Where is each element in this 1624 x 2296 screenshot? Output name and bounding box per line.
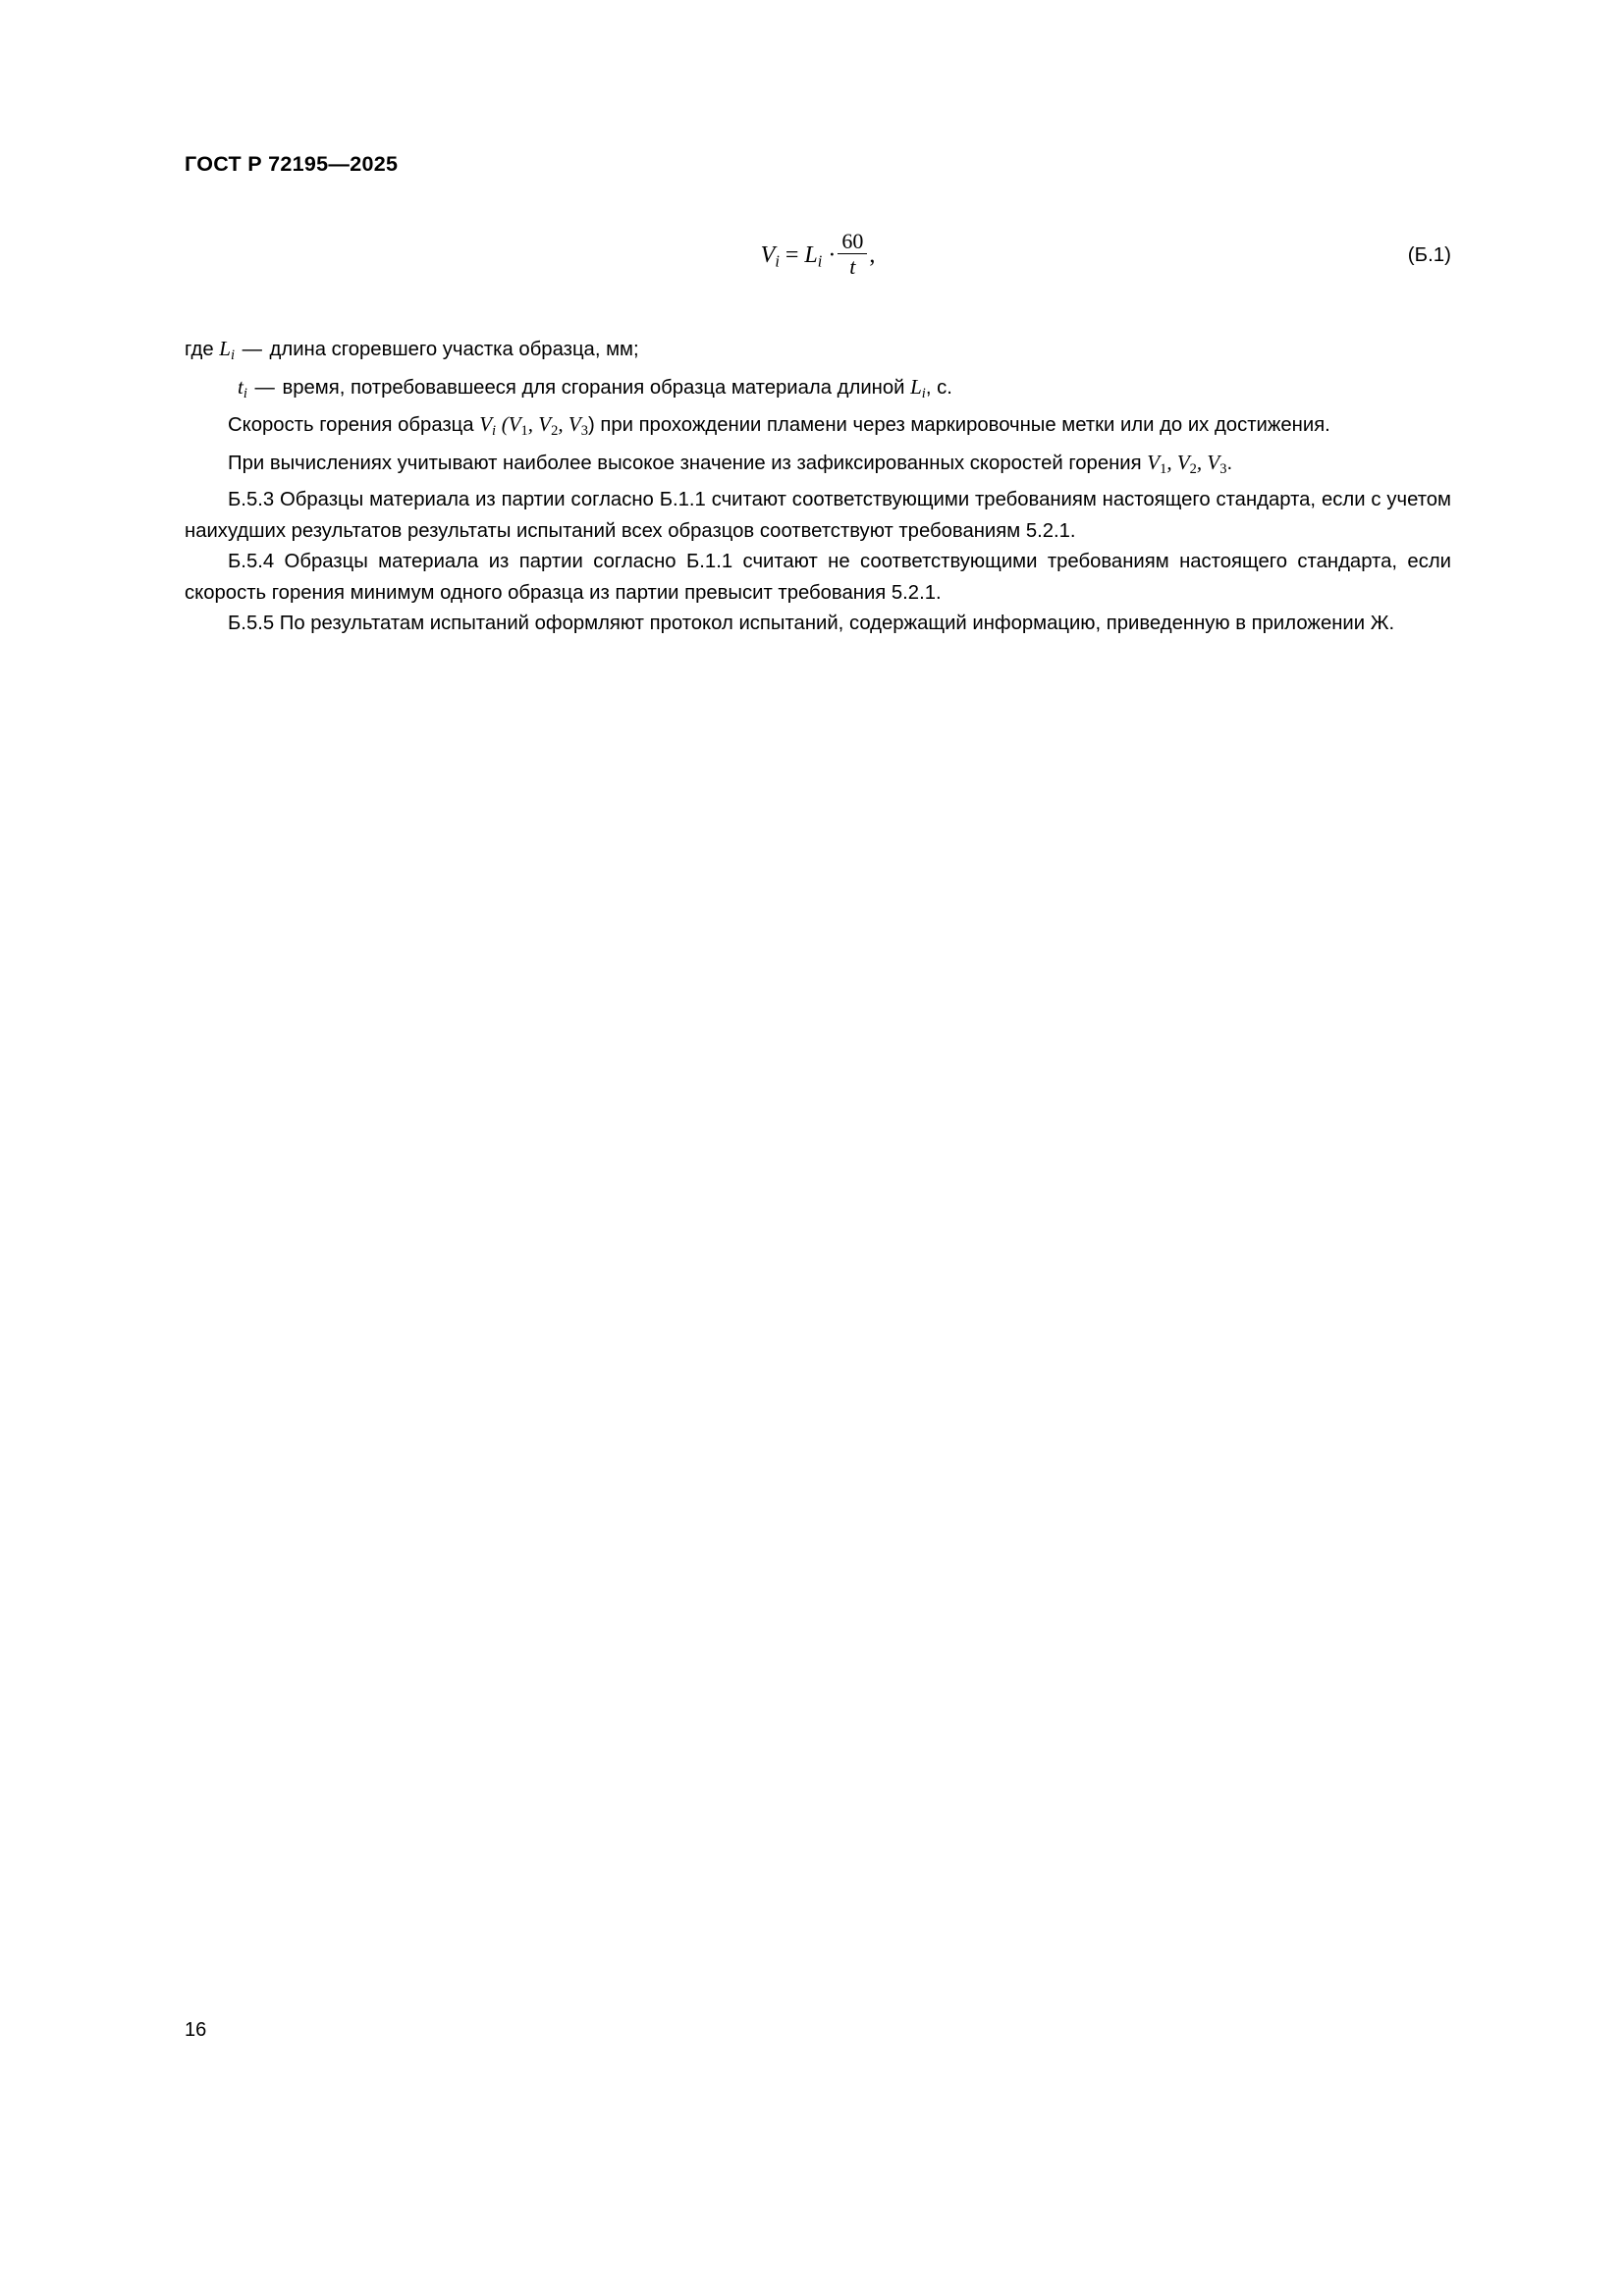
formula-dot-operator: · bbox=[828, 241, 837, 268]
legend-item2-text-b: , с. bbox=[925, 376, 952, 399]
page-number: 16 bbox=[185, 2019, 207, 2041]
paragraph-highest-v2-sub: 2 bbox=[1189, 460, 1197, 477]
paragraph-burn-rate-v-sub: i bbox=[492, 423, 497, 440]
body-text bbox=[185, 334, 1451, 640]
legend-item1-symbol: L bbox=[219, 337, 231, 360]
formula-factor-subscript: i bbox=[817, 251, 823, 271]
formula-number: (Б.1) bbox=[1407, 243, 1451, 266]
paragraph-highest-v3-sub: 3 bbox=[1219, 460, 1227, 477]
legend-item2-symbol-b: L bbox=[910, 374, 922, 399]
paragraph-burn-rate-text-a: Скорость горения образца bbox=[228, 414, 474, 437]
legend-item2-dash: — bbox=[254, 376, 275, 399]
legend-line-2 bbox=[185, 372, 1451, 410]
formula-numerator: 60 bbox=[838, 230, 867, 254]
formula-variable-subscript: i bbox=[775, 251, 780, 271]
paragraph-burn-rate-c1: , V bbox=[527, 412, 552, 437]
paragraph-burn-rate-text-b: ) при прохождении пламени через маркировочные метки или до их достижения. bbox=[587, 414, 1330, 437]
legend-item2-symbol: t bbox=[238, 374, 244, 399]
formula-equals: = bbox=[785, 241, 799, 268]
paragraph-highest-v1-sub: 1 bbox=[1160, 460, 1167, 477]
legend-item2-subscript: i bbox=[243, 385, 247, 401]
formula-expression bbox=[185, 230, 1451, 279]
paragraph-b-5-3: Б.5.3 Образцы материала из партии согласно Б.1.1 считают соответствующими требованиям настоящего стандарта, если с учетом наихудших результатов результаты испытаний всех образцов соответствуют требованиям 5.2.1. bbox=[185, 489, 1451, 542]
paragraph-highest-v2: , V bbox=[1166, 450, 1190, 474]
legend-line-1 bbox=[185, 334, 1451, 372]
paragraph-b-5-5: Б.5.5 По результатам испытаний оформляют протокол испытаний, содержащий информацию, приведенную в приложении Ж. bbox=[228, 613, 1395, 635]
formula-denominator: t bbox=[849, 254, 856, 280]
paragraph-highest-value bbox=[185, 448, 1451, 486]
legend-item1-subscript: i bbox=[230, 347, 235, 364]
paragraph-burn-rate-c2: , V bbox=[558, 412, 581, 437]
formula-factor: L bbox=[804, 241, 818, 268]
paragraph-burn-rate-s3: 3 bbox=[580, 423, 588, 440]
legend-item1-text: длина сгоревшего участка образца, мм; bbox=[269, 339, 639, 360]
paragraph-burn-rate-s2: 2 bbox=[551, 423, 559, 440]
paragraph-highest-value-text: При вычислениях учитывают наиболее высокое значение из зафиксированных скоростей горения bbox=[228, 452, 1142, 474]
legend-item1-dash: — bbox=[242, 339, 262, 360]
legend-item2-subscript-b: i bbox=[921, 385, 926, 401]
formula-block bbox=[185, 224, 1451, 293]
paragraph-b-5-4: Б.5.4 Образцы материала из партии согласно Б.1.1 считают не соответствующими требованиям настоящего стандарта, если скорость горения минимум одного образца из партии превысит требования 5.2.1. bbox=[185, 551, 1451, 604]
paragraph-highest-v3: , V bbox=[1196, 450, 1220, 474]
paragraph-highest-v1: V bbox=[1147, 450, 1161, 474]
formula-trailing-comma: , bbox=[869, 241, 876, 268]
legend-intro: где bbox=[185, 339, 214, 360]
paragraph-highest-end: . bbox=[1226, 452, 1233, 474]
formula-variable: V bbox=[760, 241, 776, 268]
legend-item2-text-a: время, потребовавшееся для сгорания образца материала длиной bbox=[282, 376, 905, 399]
page-header: ГОСТ Р 72195—2025 bbox=[185, 152, 399, 176]
paragraph-burn-rate bbox=[185, 409, 1451, 448]
paragraph-burn-rate-s1: 1 bbox=[520, 423, 528, 440]
formula-fraction bbox=[838, 230, 867, 279]
paragraph-burn-rate-list-open: (V bbox=[501, 412, 521, 437]
paragraph-burn-rate-v: V bbox=[479, 412, 493, 437]
